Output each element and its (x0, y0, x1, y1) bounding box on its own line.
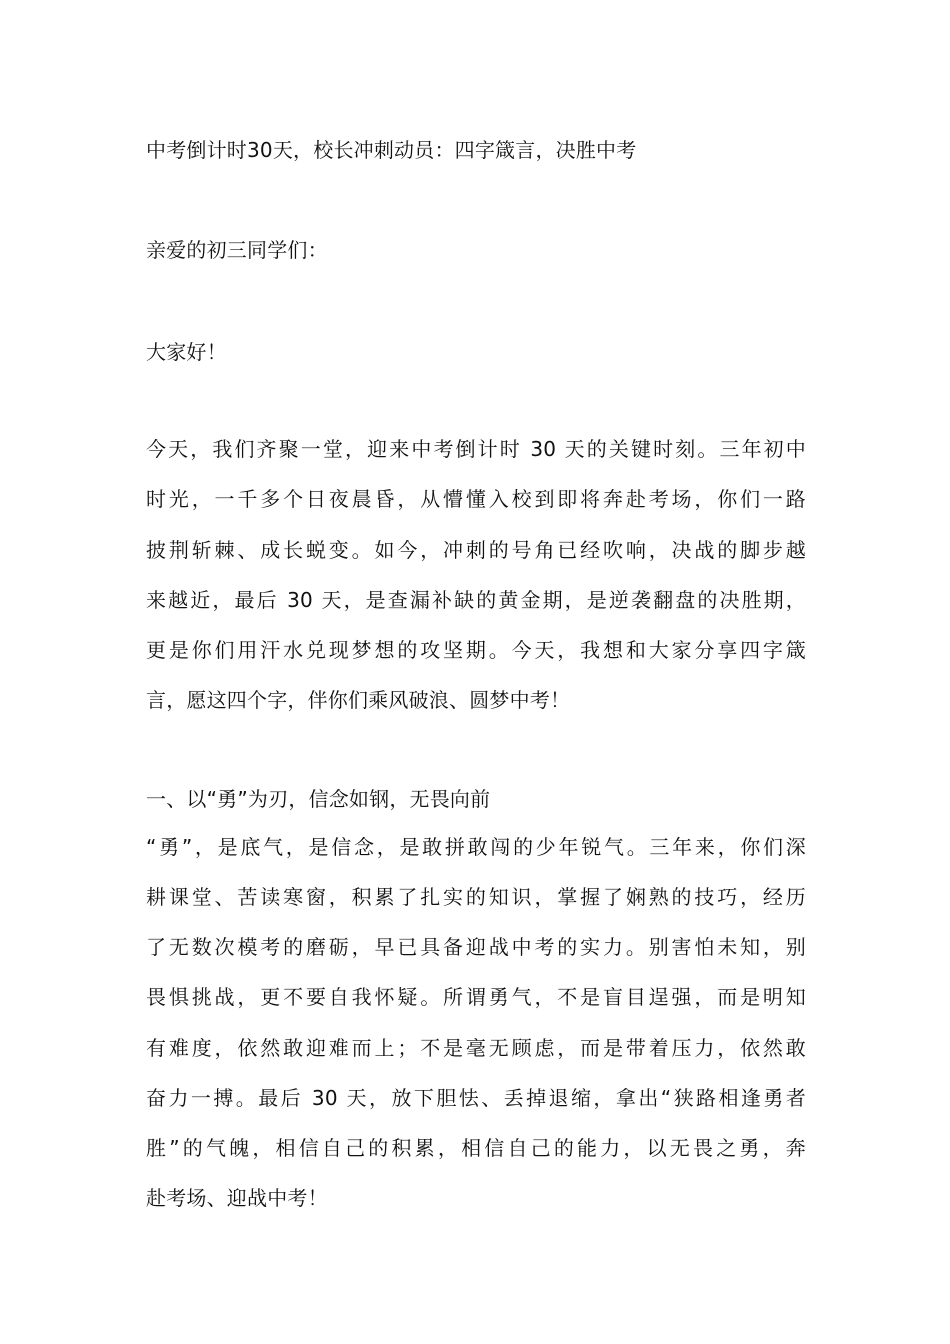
paragraph-line: 言，愿这四个字，伴你们乘风破浪、圆梦中考！ (146, 688, 571, 712)
paragraph-line: 了无数次模考的磨砺，早已具备迎战中考的实力。别害怕未知，别 (146, 935, 806, 959)
paragraph-line: 时光，一千多个日夜晨昏，从懵懂入校到即将奔赴考场，你们一路 (146, 487, 806, 511)
paragraph-line: 奋力一搏。最后 30 天，放下胆怯、丢掉退缩，拿出“狭路相逢勇者 (146, 1086, 806, 1110)
document-title: 中考倒计时30天，校长冲刺动员：四字箴言，决胜中考 (146, 138, 637, 162)
greeting: 亲爱的初三同学们： (146, 238, 328, 262)
salutation: 大家好！ (146, 340, 227, 364)
paragraph-line: 畏惧挑战，更不要自我怀疑。所谓勇气，不是盲目逞强，而是明知 (146, 985, 806, 1009)
section-heading: 一、以“勇”为刃，信念如钢，无畏向前 (146, 787, 491, 811)
paragraph-line: 赴考场、迎战中考！ (146, 1186, 328, 1210)
paragraph-line: 有难度，依然敢迎难而上；不是毫无顾虑，而是带着压力，依然敢 (146, 1036, 806, 1060)
paragraph-line: 今天，我们齐聚一堂，迎来中考倒计时 30 天的关键时刻。三年初中 (146, 437, 806, 461)
paragraph-line: “勇”，是底气，是信念，是敢拼敢闯的少年锐气。三年来，你们深 (146, 835, 806, 859)
paragraph-line: 来越近，最后 30 天，是查漏补缺的黄金期，是逆袭翻盘的决胜期， (146, 588, 806, 612)
paragraph-line: 披荆斩棘、成长蜕变。如今，冲刺的号角已经吹响，决战的脚步越 (146, 538, 806, 562)
paragraph-line: 胜”的气魄，相信自己的积累，相信自己的能力，以无畏之勇，奔 (146, 1136, 806, 1160)
paragraph-line: 耕课堂、苦读寒窗，积累了扎实的知识，掌握了娴熟的技巧，经历 (146, 885, 806, 909)
paragraph-line: 更是你们用汗水兑现梦想的攻坚期。今天，我想和大家分享四字箴 (146, 638, 806, 662)
